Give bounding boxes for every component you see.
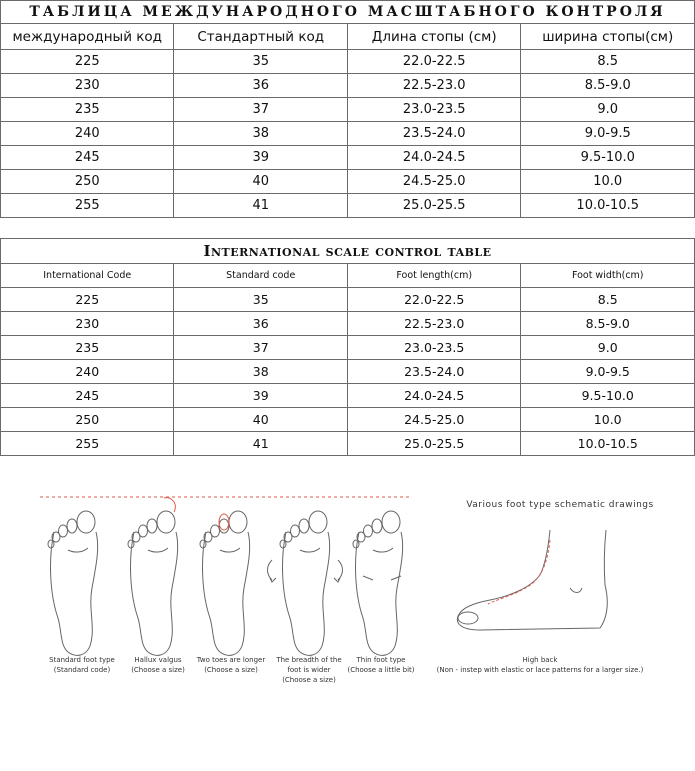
table-cell: 41 [174,194,347,218]
table-cell: 9.0 [521,336,695,360]
table-cell: 255 [1,194,174,218]
table-row [1,98,695,122]
table-row [1,288,695,312]
table-row [1,336,695,360]
table-cell: 245 [1,384,174,408]
table-cell: 235 [1,336,174,360]
column-header: Foot width(cm) [521,264,695,288]
column-header: ширина стопы(см) [521,24,695,50]
table-cell: 8.5-9.0 [521,74,695,98]
table-cell: 41 [174,432,347,456]
russian-table-title: ТАБЛИЦА МЕЖДУНАРОДНОГО МАСШТАБНОГО КОНТРОЛЯ [1,1,695,24]
table-cell: 9.5-10.0 [521,384,695,408]
table-cell: 22.5-23.0 [347,74,520,98]
caption-two-toes-2: (Choose a size) [204,666,258,674]
caption-two-toes-1: Two toes are longer [196,656,266,664]
hallux-valgus-foot-illustration [128,498,178,656]
table-cell: 250 [1,170,174,194]
table-cell: 10.0 [521,408,695,432]
caption-standard-2: (Standard code) [53,666,111,674]
table-cell: 23.0-23.5 [347,98,520,122]
russian-table-header [1,24,695,50]
table-cell: 8.5 [521,288,695,312]
table-cell: 36 [174,312,347,336]
english-size-table [0,238,695,456]
caption-high-back-1: High back [522,656,558,664]
caption-thin-2: (Choose a little bit) [347,666,415,674]
column-header: международный код [1,24,174,50]
table-cell: 25.0-25.5 [347,432,520,456]
table-row [1,122,695,146]
table-row [1,146,695,170]
table-cell: 23.5-24.0 [347,360,520,384]
table-row [1,50,695,74]
thin-foot-illustration [353,511,403,655]
table-cell: 9.0-9.5 [521,360,695,384]
table-cell: 23.0-23.5 [347,336,520,360]
table-cell: 240 [1,122,174,146]
table-cell: 36 [174,74,347,98]
table-cell: 10.0 [521,170,695,194]
table-cell: 35 [174,288,347,312]
caption-wide-3: (Choose a size) [282,676,336,684]
english-table-header [1,264,695,288]
caption-high-back-2: (Non - instep with elastic or lace patterns for a larger size.) [436,666,644,674]
table-cell: 245 [1,146,174,170]
table-cell: 230 [1,312,174,336]
table-cell: 8.5-9.0 [521,312,695,336]
table-cell: 230 [1,74,174,98]
table-cell: 24.5-25.0 [347,408,520,432]
table-cell: 38 [174,360,347,384]
table-cell: 10.0-10.5 [521,432,695,456]
two-toes-longer-foot-illustration [200,511,250,655]
table-cell: 225 [1,288,174,312]
table-row [1,408,695,432]
table-cell: 37 [174,98,347,122]
table-cell: 250 [1,408,174,432]
table-cell: 24.5-25.0 [347,170,520,194]
table-cell: 37 [174,336,347,360]
table-row [1,194,695,218]
table-cell: 40 [174,170,347,194]
table-cell: 225 [1,50,174,74]
table-cell: 35 [174,50,347,74]
table-row [1,170,695,194]
table-cell: 22.0-22.5 [347,50,520,74]
table-cell: 24.0-24.5 [347,384,520,408]
table-cell: 9.5-10.0 [521,146,695,170]
table-cell: 25.0-25.5 [347,194,520,218]
table-cell: 40 [174,408,347,432]
schematic-title: Various foot type schematic drawings [466,500,654,510]
table-row [1,384,695,408]
column-header: Foot length(cm) [347,264,520,288]
table-cell: 39 [174,146,347,170]
caption-wide-2: foot is wider [287,666,331,674]
table-cell: 240 [1,360,174,384]
high-back-foot-illustration [457,530,607,630]
table-cell: 235 [1,98,174,122]
caption-hallux-2: (Choose a size) [131,666,185,674]
table-cell: 23.5-24.0 [347,122,520,146]
russian-size-table [0,0,695,218]
table-cell: 10.0-10.5 [521,194,695,218]
english-table-title: International scale control table [1,239,695,264]
standard-foot-illustration [48,511,98,655]
foot-type-illustration [0,470,695,771]
column-header: International Code [1,264,174,288]
table-row [1,360,695,384]
table-row [1,74,695,98]
caption-standard-1: Standard foot type [49,656,115,664]
column-header: Стандартный код [174,24,347,50]
wide-foot-illustration [268,511,343,655]
table-row [1,312,695,336]
column-header: Standard code [174,264,347,288]
table-cell: 38 [174,122,347,146]
caption-thin-1: Thin foot type [356,656,406,664]
column-header: Длина стопы (см) [347,24,520,50]
table-cell: 39 [174,384,347,408]
caption-hallux-1: Hallux valgus [134,656,182,664]
table-cell: 24.0-24.5 [347,146,520,170]
table-cell: 22.5-23.0 [347,312,520,336]
table-cell: 22.0-22.5 [347,288,520,312]
table-cell: 255 [1,432,174,456]
table-cell: 9.0-9.5 [521,122,695,146]
table-cell: 9.0 [521,98,695,122]
table-row [1,432,695,456]
caption-wide-1: The breadth of the [276,656,342,664]
table-cell: 8.5 [521,50,695,74]
